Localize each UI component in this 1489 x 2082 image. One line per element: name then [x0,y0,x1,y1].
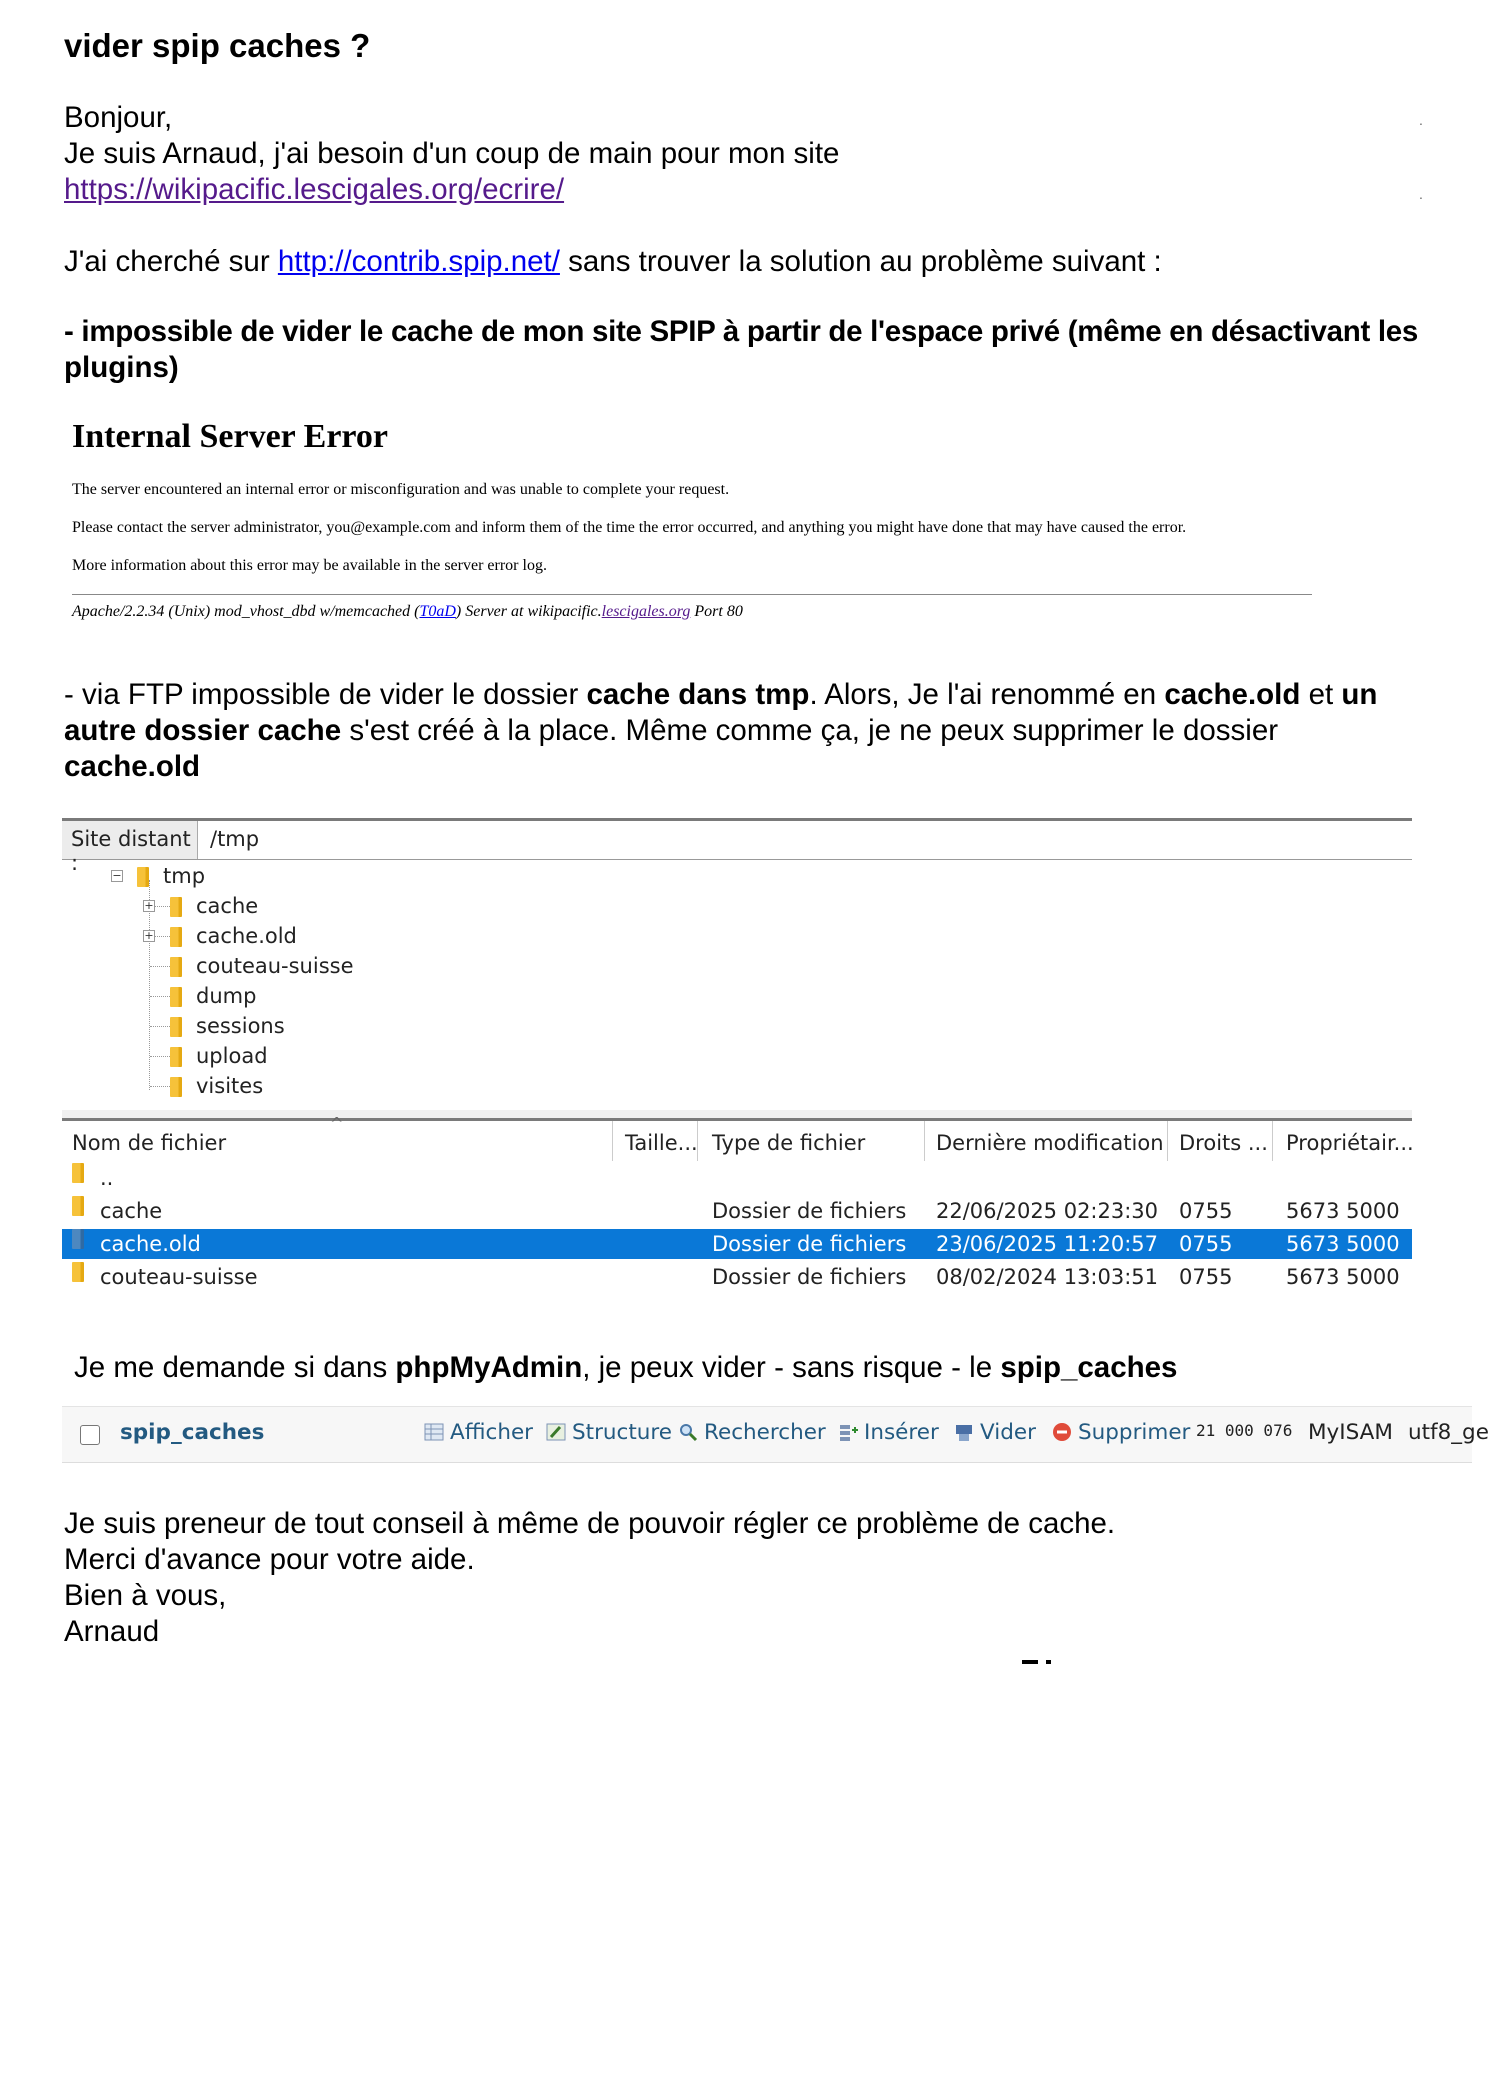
tree-line [150,966,172,967]
tree-item-visites[interactable]: visites [170,1072,263,1100]
sort-up-icon: ^ [330,1114,344,1133]
column-divider[interactable] [1272,1121,1273,1161]
lescigales-link[interactable]: lescigales.org [601,603,691,620]
server-error-heading: Internal Server Error [72,418,388,455]
browse-action[interactable]: Afficher [424,1420,533,1445]
signature: Arnaud [64,1615,160,1648]
margin-dot: . [1419,112,1423,128]
server-error-p2: Please contact the server administrator, you@example.com and inform them of the time the error occurred, and anything you might have done that may have caused the error. [72,519,1187,536]
server-error-p1: The server encountered an internal error or misconfiguration and was unable to complete your request. [72,481,730,498]
stray-mark [1022,1660,1038,1664]
column-divider[interactable] [697,1121,698,1161]
pma-table-row [62,1406,1489,1463]
remote-site-label: Site distant : [62,821,198,859]
closing-line-2: Merci d'avance pour votre aide. [64,1543,475,1576]
folder-icon [72,1229,84,1249]
structure-icon [546,1422,566,1442]
column-filename[interactable]: Nom de fichier [72,1131,227,1155]
tree-item-cache-old[interactable]: cache.old [170,922,297,950]
collapse-tmp-toggle[interactable]: − [112,869,122,882]
server-error-screenshot [72,412,1314,621]
insert-action[interactable]: Insérer [838,1420,939,1445]
search-action[interactable]: Rechercher [678,1420,826,1445]
server-error-divider [72,594,1312,595]
column-modified[interactable]: Dernière modification [936,1131,1164,1155]
file-row[interactable]: couteau-suisse Dossier de fichiers 08/02/2024 13:03:51 0755 5673 5000 [62,1262,1412,1292]
empty-icon [954,1422,974,1442]
column-permissions[interactable]: Droits ... [1179,1131,1268,1155]
folder-icon [170,987,182,1007]
folder-icon [72,1163,84,1183]
problem-1-line-2: plugins) [64,351,179,384]
closing-line-1: Je suis preneur de tout conseil à même de pouvoir régler ce problème de cache. [64,1507,1116,1540]
tree-line [150,996,172,997]
column-divider[interactable] [1167,1121,1168,1161]
server-error-p3: More information about this error may be available in the server error log. [72,557,547,574]
ftp-para-line-1: - via FTP impossible de vider le dossier cache dans tmp. Alors, Je l'ai renommé en cache.old et un [64,678,1378,711]
file-row-selected[interactable]: cache.old Dossier de fichiers 23/06/2025 11:20:57 0755 5673 5000 [62,1229,1412,1259]
folder-icon [170,1047,182,1067]
site-link[interactable]: https://wikipacific.lescigales.org/ecrire/ [64,173,565,206]
column-owner[interactable]: Propriétair... [1286,1131,1414,1155]
tree-line [150,1056,172,1057]
page-title: vider spip caches ? [64,27,371,64]
stray-mark [1046,1660,1051,1664]
expand-cache-old-toggle[interactable]: + [144,929,154,942]
folder-icon [170,897,182,917]
site-link-line [64,172,564,208]
searched-line: J'ai cherché sur http://contrib.spip.net/ sans trouver la solution au problème suivant : [64,245,1162,278]
folder-icon [72,1196,84,1216]
tree-item-dump[interactable]: dump [170,982,256,1010]
pma-para: Je me demande si dans phpMyAdmin, je peux vider - sans risque - le spip_caches [74,1351,1178,1384]
column-divider[interactable] [924,1121,925,1161]
empty-action[interactable]: Vider [954,1420,1036,1445]
collation: utf8_ge [1408,1420,1489,1445]
drop-action[interactable]: Supprimer [1052,1420,1190,1445]
file-row[interactable]: cache Dossier de fichiers 22/06/2025 02:23:30 0755 5673 5000 [62,1196,1412,1226]
row-checkbox[interactable] [80,1425,100,1445]
insert-icon [838,1422,858,1442]
contrib-link[interactable]: http://contrib.spip.net/ [277,245,560,278]
folder-icon [170,957,182,977]
tree-item-cache[interactable]: cache [170,892,258,920]
problem-1-line-1: - impossible de vider le cache de mon site SPIP à partir de l'espace privé (même en désactivant les [64,315,1419,348]
table-name-link[interactable]: spip_caches [120,1420,265,1445]
tree-item-couteau-suisse[interactable]: couteau-suisse [170,952,354,980]
browse-icon [424,1422,444,1442]
server-error-address: Apache/2.2.34 (Unix) mod_vhost_dbd w/memcached (T0aD) Server at wikipacific.lescigales.org Port 80 [72,603,743,620]
folder-icon [72,1262,84,1282]
drop-icon [1052,1422,1072,1442]
closing-line-3: Bien à vous, [64,1579,227,1612]
engine: MyISAM [1308,1420,1393,1445]
folder-icon [170,927,182,947]
ftp-para-line-3: cache.old [64,750,201,783]
tree-item-sessions[interactable]: sessions [170,1012,285,1040]
expand-cache-toggle[interactable]: + [144,899,154,912]
column-size[interactable]: Taille... [625,1131,698,1155]
row-count: 21 000 076 [1196,1421,1293,1440]
intro-line: Je suis Arnaud, j'ai besoin d'un coup de main pour mon site [64,137,840,170]
folder-icon [170,1017,182,1037]
search-icon [678,1422,698,1442]
ftp-panel [62,818,1412,1291]
tree-item-upload[interactable]: upload [170,1042,268,1070]
tree-item-tmp[interactable]: tmp [137,862,205,890]
folder-icon [137,867,149,887]
tree-line [150,1026,172,1027]
column-divider[interactable] [612,1121,613,1161]
column-type[interactable]: Type de fichier [712,1131,866,1155]
structure-action[interactable]: Structure [546,1420,672,1445]
file-row-parent[interactable]: .. [62,1163,1412,1193]
remote-site-bar [62,818,1412,875]
pane-splitter[interactable] [62,1110,1412,1121]
greeting: Bonjour, [64,101,173,134]
folder-icon [170,1077,182,1097]
remote-path-input[interactable]: /tmp [210,827,260,851]
ftp-para-line-2: autre dossier cache s'est créé à la place. Même comme ça, je ne peux supprimer le dossier [64,714,1279,747]
t0ad-link[interactable]: T0aD [419,603,456,620]
margin-dot: . [1419,186,1423,202]
tree-line [150,1086,172,1087]
